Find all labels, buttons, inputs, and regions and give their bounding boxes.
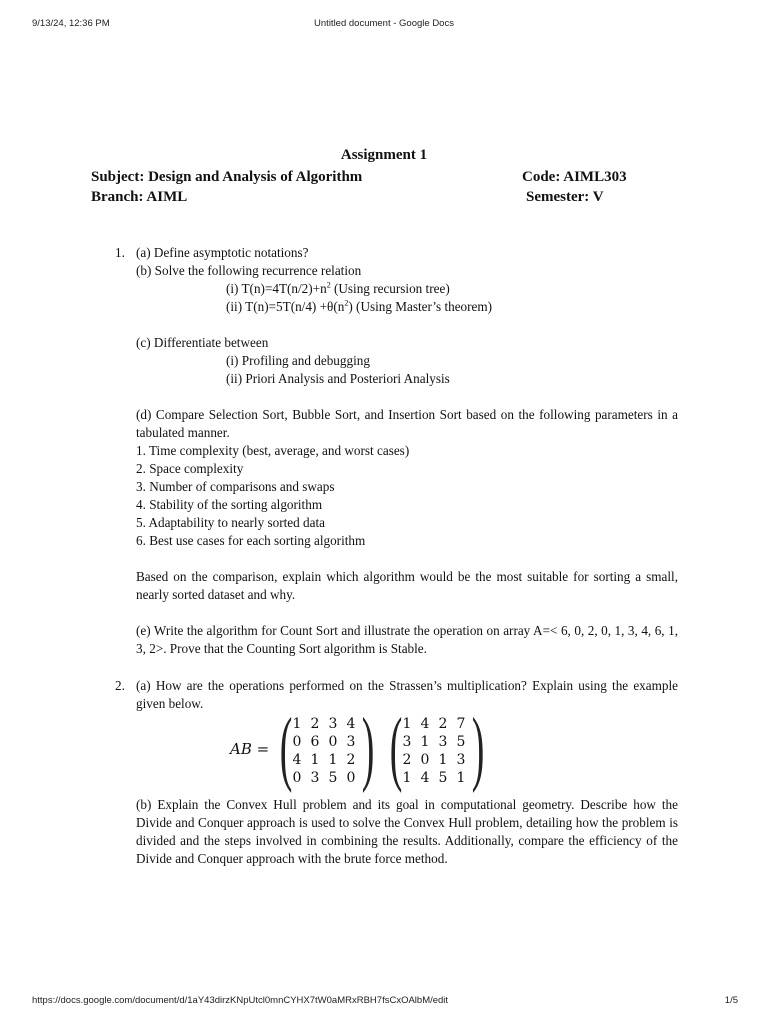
matrix-b-cell: 4 — [420, 716, 430, 732]
q1-d-item-1: 1. Time complexity (best, average, and worst cases) — [136, 443, 410, 458]
matrix-a-cell: 1 — [328, 752, 338, 768]
matrix-b-cell: 1 — [402, 770, 412, 786]
q1-b-i-method: (Using recursion tree) — [330, 281, 450, 296]
q1-d-item-2: 2. Space complexity — [136, 461, 244, 476]
q1-part-c: (c) Differentiate between — [136, 335, 269, 350]
matrix-a-cell: 6 — [310, 734, 320, 750]
q1-d-followup: Based on the comparison, explain which algorithm would be the most suitable for sorting a small, nearly sorted dataset and why. — [136, 569, 678, 602]
matrix-a-cell: 2 — [310, 716, 320, 732]
matrix-b-cell: 3 — [438, 734, 448, 750]
matrix-a — [279, 701, 378, 794]
matrix-a-cell: 5 — [328, 770, 338, 786]
q2-part-b: (b) Explain the Convex Hull problem and its goal in computational geometry. Describe how the Divide and Conquer approach is used to solve the Convex Hull problem, detailing how the problem is divided and the steps involved in combining the results. Additionally, compare the efficiency of the Divide and Conquer approach with the brute force method. — [136, 797, 678, 866]
matrix-a-cell: 1 — [310, 752, 320, 768]
q1-d-item-6: 6. Best use cases for each sorting algorithm — [136, 533, 366, 548]
print-header-doc-title: Untitled document - Google Docs — [314, 18, 454, 29]
ab-label — [230, 740, 269, 758]
q1-b-ii-method: ) (Using Master’s theorem) — [348, 299, 493, 314]
q1-d-item-4: 4. Stability of the sorting algorithm — [136, 497, 323, 512]
q1-part-e: (e) Write the algorithm for Count Sort and illustrate the operation on array A=< 6, 0, 2, 0, 1, 3, 4, 6, 1, 3, 2>. Prove that the Counting Sort algorithm is Stable. — [136, 623, 678, 656]
print-header-datetime: 9/13/24, 12:36 PM — [32, 18, 110, 29]
matrix-b-grid — [398, 716, 470, 788]
q1-b-ii-text: (ii) T(n)=5T(n/4) +θ(n — [226, 299, 345, 314]
question-2-number: 2. — [115, 678, 125, 693]
print-footer — [0, 995, 768, 1009]
q1-b-i — [226, 280, 450, 298]
matrix-a-cell: 3 — [328, 716, 338, 732]
matrix-a-cell: 0 — [292, 770, 302, 786]
q1-b-ii — [226, 298, 492, 316]
matrix-a-cell: 3 — [310, 770, 320, 786]
matrix-a-cell: 4 — [346, 716, 356, 732]
q1-d-item-5: 5. Adaptability to nearly sorted data — [136, 515, 325, 530]
equals-sign: = — [256, 740, 270, 758]
matrix-a-cell: 3 — [346, 734, 356, 750]
matrix-b-right-paren: ) — [471, 701, 485, 794]
matrix-b — [389, 701, 488, 794]
matrix-a-cell: 1 — [292, 716, 302, 732]
matrix-b-left-paren: ( — [389, 701, 403, 794]
matrix-a-grid — [288, 716, 360, 788]
matrix-b-cell: 2 — [402, 752, 412, 768]
matrix-b-cell: 7 — [456, 716, 466, 732]
branch-line: Branch: AIML — [91, 189, 188, 205]
matrix-b-cell: 1 — [456, 770, 466, 786]
matrix-a-left-paren: ( — [279, 701, 293, 794]
matrix-b-cell: 1 — [402, 716, 412, 732]
matrix-b-cell: 4 — [420, 770, 430, 786]
print-header — [0, 18, 768, 32]
print-footer-page: 1/5 — [724, 995, 738, 1006]
matrix-a-cell: 4 — [292, 752, 302, 768]
matrix-b-cell: 0 — [420, 752, 430, 768]
matrix-b-cell: 1 — [420, 734, 430, 750]
print-footer-url: https://docs.google.com/document/d/1aY43dirzKNpUtcl0mnCYHX7tW0aMRxRBH7fsCxOAlbM/edit — [32, 995, 449, 1006]
matrix-a-right-paren: ) — [361, 701, 375, 794]
matrix-b-cell: 1 — [438, 752, 448, 768]
q1-b-ii-exponent: 2 — [344, 298, 349, 308]
matrix-a-cell: 0 — [328, 734, 338, 750]
matrix-b-cell: 5 — [438, 770, 448, 786]
matrix-a-cell: 0 — [346, 770, 356, 786]
q1-c-i: (i) Profiling and debugging — [226, 353, 370, 368]
q1-b-i-text: (i) T(n)=4T(n/2)+n — [226, 281, 327, 296]
code-line: Code: AIML303 — [522, 169, 627, 185]
subject-line: Subject: Design and Analysis of Algorithm — [91, 169, 363, 185]
q1-b-i-exponent: 2 — [326, 280, 331, 290]
q2-part-a: (a) How are the operations performed on the Strassen’s multiplication? Explain using the example given below. — [136, 678, 678, 711]
matrix-b-cell: 3 — [402, 734, 412, 750]
strassen-matrix-equation — [230, 701, 500, 794]
q1-part-d: (d) Compare Selection Sort, Bubble Sort, and Insertion Sort based on the following parameters in a tabulated manner. — [136, 407, 678, 440]
q1-c-ii: (ii) Priori Analysis and Posteriori Analysis — [226, 371, 450, 386]
q1-d-item-3: 3. Number of comparisons and swaps — [136, 479, 335, 494]
assignment-title: Assignment 1 — [340, 147, 428, 163]
q1-part-b: (b) Solve the following recurrence relation — [136, 263, 362, 278]
matrix-a-cell: 0 — [292, 734, 302, 750]
matrix-b-cell: 3 — [456, 752, 466, 768]
matrix-a-cell: 2 — [346, 752, 356, 768]
matrix-b-cell: 5 — [456, 734, 466, 750]
semester-line: Semester: V — [526, 189, 604, 205]
matrix-b-cell: 2 — [438, 716, 448, 732]
q1-part-a: (a) Define asymptotic notations? — [136, 245, 309, 260]
question-1-number: 1. — [115, 245, 125, 260]
ab-symbol: AB — [230, 740, 252, 758]
